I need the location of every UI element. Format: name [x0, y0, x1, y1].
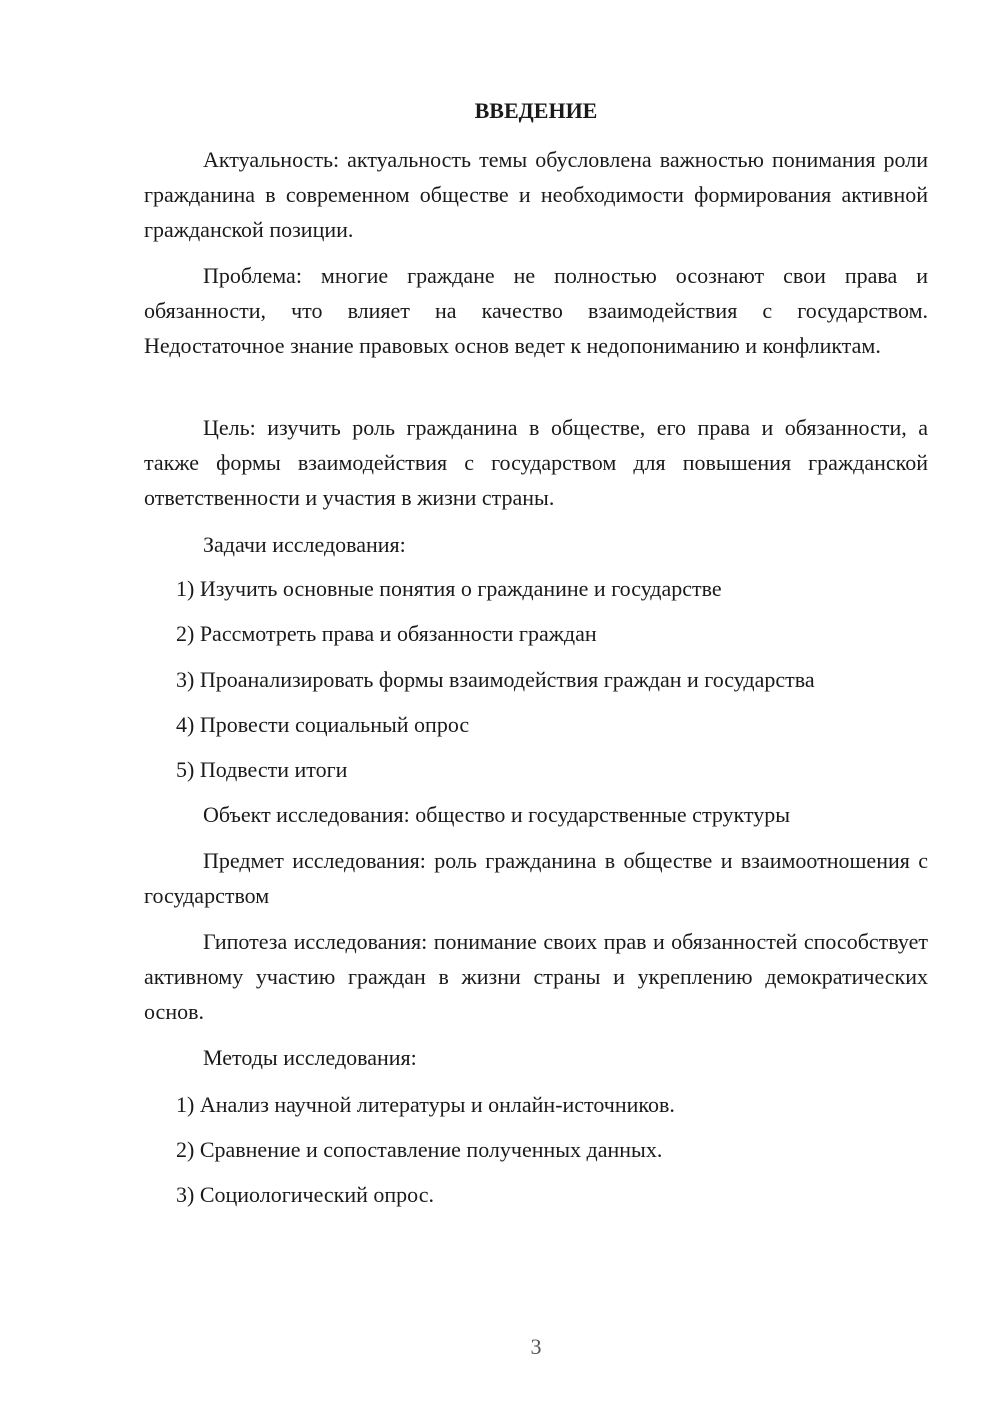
task-item-1: 1) Изучить основные понятия о гражданине и государстве [176, 576, 722, 601]
object-paragraph: Объект исследования: общество и государственные структуры [203, 802, 791, 827]
tasks-heading: Задачи исследования: [203, 532, 406, 557]
relevance-paragraph: Актуальность: актуальность темы обусловлена важностью понимания роли гражданина в современном обществе и необходимости формирования активной гражданской позиции. [144, 147, 928, 242]
problem-paragraph: Проблема: многие граждане не полностью осознают свои права и обязанности, что влияет на качество взаимодействия с государством. Недостаточное знание правовых основ ведет к недопониманию и конфликтам. [144, 263, 928, 358]
document-page [144, 0, 928, 1414]
task-item-4: 4) Провести социальный опрос [176, 712, 470, 737]
page-title: ВВЕДЕНИЕ [474, 98, 598, 123]
methods-heading: Методы исследования: [203, 1045, 417, 1070]
task-item-3: 3) Проанализировать формы взаимодействия граждан и государства [176, 667, 815, 692]
page-number: 3 [530, 1334, 542, 1359]
method-item-1: 1) Анализ научной литературы и онлайн-источников. [176, 1092, 675, 1117]
task-item-2: 2) Рассмотреть права и обязанности граждан [176, 621, 597, 646]
goal-paragraph: Цель: изучить роль гражданина в обществе, его права и обязанности, а также формы взаимодействия с государством для повышения гражданской ответственности и участия в жизни страны. [144, 415, 928, 510]
method-item-3: 3) Социологический опрос. [176, 1182, 434, 1207]
hypothesis-paragraph: Гипотеза исследования: понимание своих прав и обязанностей способствует активному участию граждан в жизни страны и укреплению демократических основ. [144, 929, 928, 1024]
method-item-2: 2) Сравнение и сопоставление полученных данных. [176, 1137, 663, 1162]
task-item-5: 5) Подвести итоги [176, 757, 348, 782]
subject-paragraph: Предмет исследования: роль гражданина в обществе и взаимоотношения с государством [144, 848, 928, 908]
